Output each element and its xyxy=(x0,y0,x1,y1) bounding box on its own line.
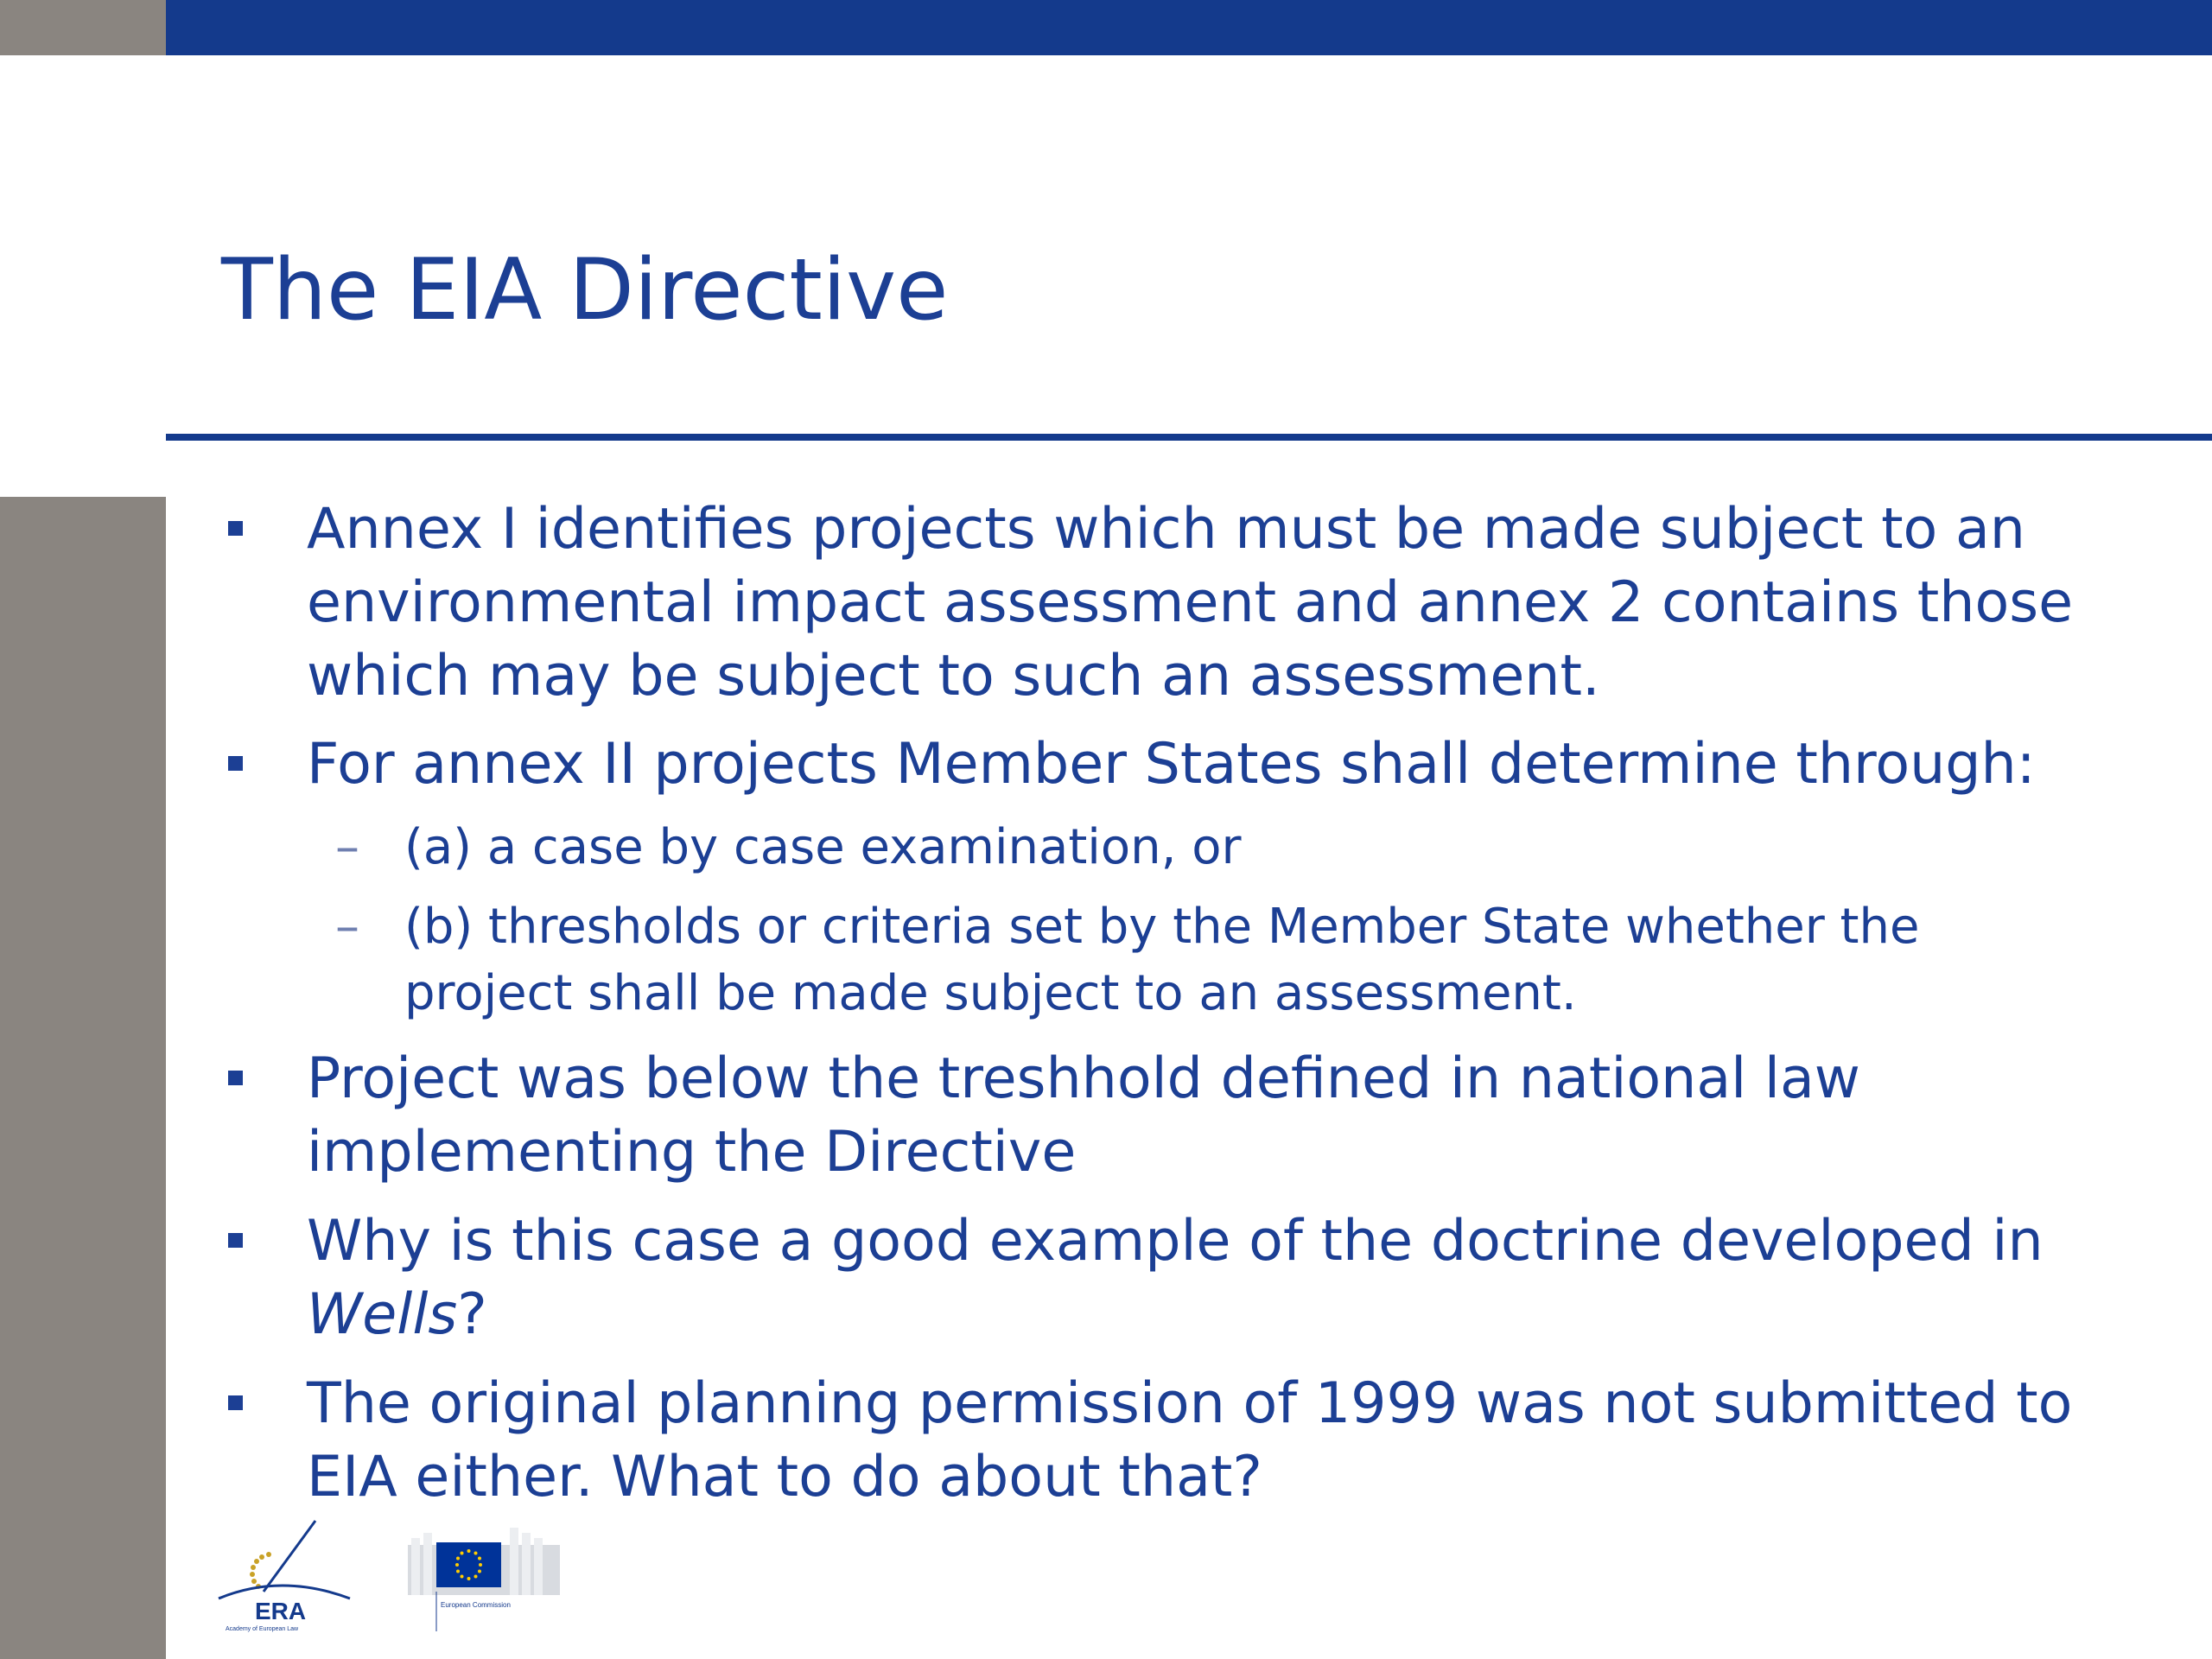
bullet-text: Annex I identifies projects which must be made subject to an environmental impact assessment and annex 2 contains those which may be subject to such an assessment. xyxy=(307,497,2074,709)
sub-bullet-text: (b) thresholds or criteria set by the Member State whether the project shall be made subject to an assessment. xyxy=(404,899,1920,1021)
bullet-item xyxy=(307,1042,2078,1189)
bullet-italic-text: Wells xyxy=(307,1282,458,1347)
european-commission-logo xyxy=(406,1521,562,1633)
bullet-item xyxy=(307,1205,2078,1351)
bullet-text: For annex II projects Member States shall determine through: xyxy=(307,732,2036,797)
bullet-text: Why is this case a good example of the doctrine developed in xyxy=(307,1209,2044,1274)
bullet-text: The original planning permission of 1999 was not submitted to EIA either. What to do about that? xyxy=(307,1371,2073,1510)
square-bullet-icon xyxy=(228,1395,243,1410)
svg-text:ERA: ERA xyxy=(255,1598,307,1624)
sub-bullet-text: (a) a case by case examination, or xyxy=(404,819,1242,875)
dash-bullet-icon: – xyxy=(335,819,359,875)
bullet-item xyxy=(307,493,2078,713)
bullet-item xyxy=(307,728,2078,801)
bullet-item xyxy=(307,1367,2078,1514)
bullet-text: Project was below the treshhold defined in national law implementing the Directive xyxy=(307,1046,1860,1185)
dash-bullet-icon: – xyxy=(335,899,359,955)
square-bullet-icon xyxy=(228,756,243,771)
svg-text:Academy of European Law: Academy of European Law xyxy=(226,1626,299,1632)
square-bullet-icon xyxy=(228,521,243,536)
square-bullet-icon xyxy=(228,1071,243,1085)
square-bullet-icon xyxy=(228,1233,243,1248)
sub-bullet-item xyxy=(335,814,2089,880)
svg-text:European Commission: European Commission xyxy=(441,1601,511,1609)
bullet-text: ? xyxy=(457,1282,487,1347)
era-logo xyxy=(212,1512,363,1633)
slide-title: The EIA Directive xyxy=(221,241,949,340)
sub-bullet-item xyxy=(335,893,2089,1027)
